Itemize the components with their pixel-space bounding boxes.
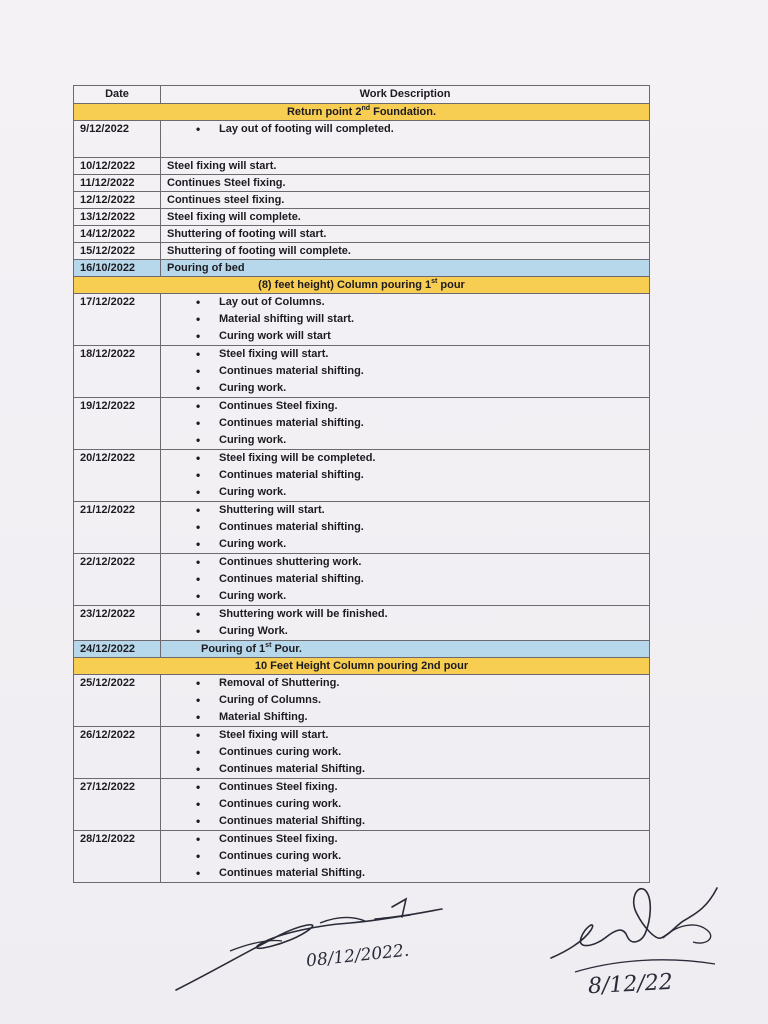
signature-left-date: 08/12/2022. (305, 940, 411, 972)
task-list (167, 779, 649, 830)
date-cell: 25/12/2022 (74, 675, 161, 727)
task-list (167, 675, 649, 726)
task-item: • Continues material Shifting. (187, 865, 649, 882)
date-cell: 11/12/2022 (74, 175, 161, 192)
date-cell: 24/12/2022 (74, 641, 161, 658)
table-row (74, 831, 650, 883)
description-cell (161, 779, 650, 831)
section-heading (74, 658, 650, 675)
task-item: • Material Shifting. (187, 709, 649, 726)
description-cell: Steel fixing will start. (161, 158, 650, 175)
description-column-header: Work Description (161, 86, 650, 104)
date-cell: 18/12/2022 (74, 346, 161, 398)
task-list (167, 554, 649, 605)
work-schedule-table (73, 85, 650, 883)
task-list (167, 294, 649, 345)
section-heading-row (74, 277, 650, 294)
date-cell: 15/12/2022 (74, 243, 161, 260)
table-row (74, 675, 650, 727)
date-cell: 28/12/2022 (74, 831, 161, 883)
signature-right-date: 8/12/22 (587, 969, 674, 1000)
table-row (74, 450, 650, 502)
description-cell (161, 675, 650, 727)
task-list (167, 727, 649, 778)
task-list (167, 606, 649, 640)
description-cell (161, 502, 650, 554)
description-cell (161, 727, 650, 779)
task-item: • Removal of Shuttering. (187, 675, 649, 692)
task-item: • Curing work. (187, 380, 649, 397)
date-cell: 26/12/2022 (74, 727, 161, 779)
date-cell: 27/12/2022 (74, 779, 161, 831)
section-title-superscript: nd (361, 105, 371, 112)
description-text: Pouring of 1 (201, 643, 266, 655)
date-cell: 14/12/2022 (74, 226, 161, 243)
task-item: • Shuttering will start. (187, 502, 649, 519)
table-row (74, 502, 650, 554)
table-row (74, 192, 650, 209)
table-row (74, 243, 650, 260)
date-cell: 10/12/2022 (74, 158, 161, 175)
section-heading-row (74, 658, 650, 675)
task-item: • Continues material shifting. (187, 467, 649, 484)
signature-left (170, 895, 460, 995)
task-item: • Lay out of Columns. (187, 294, 649, 311)
task-item: • Curing work. (187, 484, 649, 501)
task-item: • Steel fixing will start. (187, 346, 649, 363)
task-item: • Continues material Shifting. (187, 761, 649, 778)
section-title-text-end: pour (437, 279, 465, 291)
section-title-text: 10 Feet Height Column pouring 2nd pour (254, 660, 469, 672)
date-cell: 17/12/2022 (74, 294, 161, 346)
task-list (167, 398, 649, 449)
section-title-superscript: st (431, 278, 438, 285)
task-item: • Continues material shifting. (187, 415, 649, 432)
task-list (167, 450, 649, 501)
description-cell (161, 831, 650, 883)
description-cell (161, 641, 650, 658)
section-title-text-end: Foundation. (370, 106, 437, 118)
description-cell: Continues steel fixing. (161, 192, 650, 209)
table-row (74, 121, 650, 158)
date-cell: 21/12/2022 (74, 502, 161, 554)
table-row (74, 294, 650, 346)
task-item: • Continues curing work. (187, 796, 649, 813)
task-list (167, 121, 649, 138)
table-body (74, 104, 650, 883)
task-item: • Curing work. (187, 588, 649, 605)
date-cell: 20/12/2022 (74, 450, 161, 502)
date-cell: 22/12/2022 (74, 554, 161, 606)
date-cell: 23/12/2022 (74, 606, 161, 641)
task-item: • Continues material Shifting. (187, 813, 649, 830)
section-heading (74, 104, 650, 121)
task-item: • Curing work. (187, 432, 649, 449)
table-row (74, 226, 650, 243)
task-item: • Material shifting will start. (187, 311, 649, 328)
task-item: • Continues material shifting. (187, 363, 649, 380)
description-cell (161, 606, 650, 641)
description-cell: Shuttering of footing will start. (161, 226, 650, 243)
table-row (74, 346, 650, 398)
date-cell: 13/12/2022 (74, 209, 161, 226)
description-cell: Continues Steel fixing. (161, 175, 650, 192)
task-item: • Steel fixing will start. (187, 727, 649, 744)
task-item: • Continues material shifting. (187, 519, 649, 536)
table-row (74, 727, 650, 779)
task-item: • Curing Work. (187, 623, 649, 640)
section-title-text: Return point 2 (286, 106, 362, 118)
table-row (74, 606, 650, 641)
description-cell: Pouring of bed (161, 260, 650, 277)
task-item: • Curing work. (187, 536, 649, 553)
description-cell (161, 450, 650, 502)
task-item: • Curing of Columns. (187, 692, 649, 709)
description-cell (161, 346, 650, 398)
task-item: • Continues Steel fixing. (187, 398, 649, 415)
description-cell (161, 121, 650, 158)
date-cell: 9/12/2022 (74, 121, 161, 158)
task-item: • Continues curing work. (187, 744, 649, 761)
table-header-row (74, 86, 650, 104)
description-cell (161, 398, 650, 450)
task-list (167, 502, 649, 553)
table-row (74, 175, 650, 192)
pour-row (74, 641, 650, 658)
task-list (167, 831, 649, 882)
section-heading (74, 277, 650, 294)
description-cell: Steel fixing will complete. (161, 209, 650, 226)
task-item: • Shuttering work will be finished. (187, 606, 649, 623)
date-cell: 12/12/2022 (74, 192, 161, 209)
table-row (74, 779, 650, 831)
date-column-header: Date (74, 86, 161, 104)
task-item: • Continues curing work. (187, 848, 649, 865)
task-item: • Continues Steel fixing. (187, 831, 649, 848)
description-cell (161, 554, 650, 606)
pour-row (74, 260, 650, 277)
date-cell: 16/10/2022 (74, 260, 161, 277)
date-cell: 19/12/2022 (74, 398, 161, 450)
table-row (74, 398, 650, 450)
table-row (74, 209, 650, 226)
task-item: • Steel fixing will be completed. (187, 450, 649, 467)
section-title-text: (8) feet height) Column pouring 1 (258, 279, 432, 291)
description-text-end: Pour. (271, 643, 302, 655)
description-cell: Shuttering of footing will complete. (161, 243, 650, 260)
task-item: • Continues Steel fixing. (187, 779, 649, 796)
task-item: • Lay out of footing will completed. (187, 121, 649, 138)
task-item: • Continues shuttering work. (187, 554, 649, 571)
description-cell (161, 294, 650, 346)
table-row (74, 554, 650, 606)
task-item: • Continues material shifting. (187, 571, 649, 588)
task-list (167, 346, 649, 397)
table-row (74, 158, 650, 175)
task-item: • Curing work will start (187, 328, 649, 345)
section-heading-row (74, 104, 650, 121)
description-superscript: st (265, 642, 272, 649)
